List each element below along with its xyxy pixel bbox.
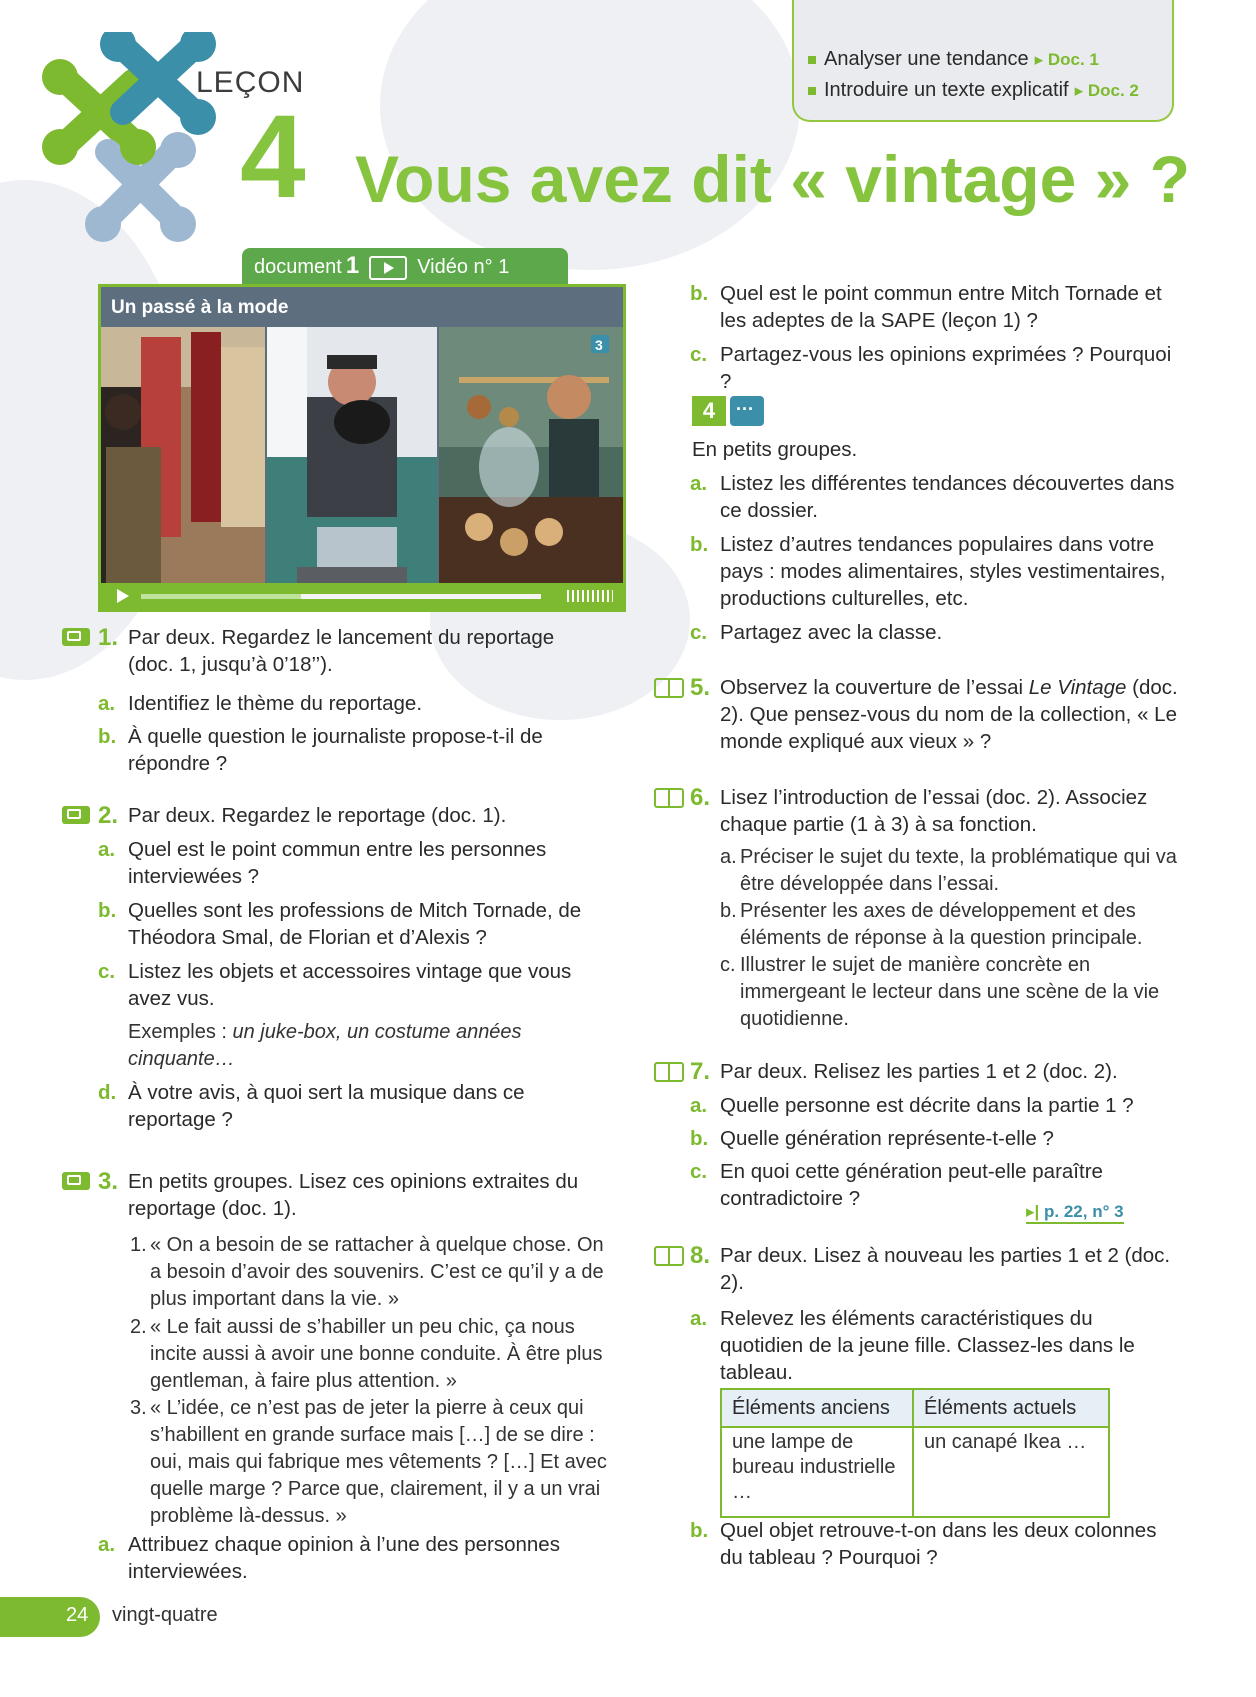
question-8-item: a. Relevez les éléments caractéristiques du quotidien de la jeune fille. Classez-les dans le tableau. [690,1307,1135,1384]
video-controls [101,583,623,609]
video-icon [369,256,407,280]
page-number: 24 [66,1604,89,1626]
book-icon [654,1062,684,1082]
page-number-words: vingt-quatre [112,1604,218,1626]
question-3-item: b. Quel est le point commun entre Mitch Tornade et les adeptes de la SAPE (leçon 1) ? [690,282,1162,332]
video-icon [62,628,90,646]
quote: 1. « On a besoin de se rattacher à quelque chose. On a besoin d’avoir des souvenirs. C’est ce qu’il y a de plus important dans la vie. » [130,1234,604,1310]
quote: 2. « Le fait aussi de s’habiller un peu chic, ça nous incite aussi à avoir une bonne conduite. À être plus gentleman, à faire plus attention. » [130,1316,603,1392]
classification-table [720,1388,1110,1518]
question-7-item: b. Quelle génération représente-t-elle ? [690,1127,1054,1150]
question-4-intro: En petits groupes. [692,438,858,461]
video-icon [62,1172,90,1190]
question-3-item: c. Partagez-vous les opinions exprimées ? Pourquoi ? [690,343,1172,393]
question-7-item: c. En quoi cette génération peut-elle paraître contradictoire ? [690,1160,1103,1210]
question-3: 3. En petits groupes. Lisez ces opinions extraites du reportage (doc. 1). [128,1168,608,1222]
bullet-icon [808,87,816,95]
table-cell: un canapé Ikea … [913,1427,1109,1517]
bullet-icon [808,56,816,64]
lesson-number: 4 [240,91,306,223]
question-4-item: b. Listez d’autres tendances populaires dans votre pays : modes alimentaires, styles vestimentaires, productions culturelles, etc. [690,533,1166,610]
lesson-label: LEÇON [196,66,305,99]
question-2-item: c. Listez les objets et accessoires vintage que vous avez vus. [98,960,572,1010]
background-shape [380,0,800,270]
question-3-item: a. Attribuez chaque opinion à l’une des personnes interviewées. [98,1533,560,1583]
question-2-item: a. Quel est le point commun entre les personnes interviewées ? [98,838,547,888]
question-1-item: a. Identifiez le thème du reportage. [98,692,423,715]
video-icon [62,806,90,824]
video-player[interactable] [98,284,626,612]
question-2-item: b. Quelles sont les professions de Mitch Tornade, de Théodora Smal, de Florian et d’Alexis ? [98,899,582,949]
question-7-item: a. Quelle personne est décrite dans la partie 1 ? [690,1094,1134,1117]
objective-item: Introduire un texte explicatif ▸ Doc. 2 [808,75,1172,106]
question-4-item: a. Listez les différentes tendances découvertes dans ce dossier. [690,472,1175,522]
question-1: 1. Par deux. Regardez le lancement du reportage (doc. 1, jusqu’à 0’18’’). [128,624,598,678]
question-8: 8. Par deux. Lisez à nouveau les parties 1 et 2 (doc. 2). [720,1242,1180,1296]
question-7: 7. Par deux. Relisez les parties 1 et 2 (doc. 2). [720,1058,1180,1085]
video-frame-2 [267,327,437,589]
table-header: Éléments actuels [913,1389,1109,1427]
table-cell: une lampe de bureau industrielle … [721,1427,913,1517]
book-icon [654,678,684,698]
svg-text:3: 3 [595,337,603,353]
speech-bubble-icon [730,396,764,426]
question-6: 6. Lisez l’introduction de l’essai (doc. 2). Associez chaque partie (1 à 3) à sa fonction. [720,784,1180,838]
question-4-badge: 4 [692,396,726,426]
book-icon [654,788,684,808]
function-item: a. Préciser le sujet du texte, la problématique qui va être développée dans l’essai. [720,846,1177,895]
progress-bar [141,594,301,599]
lesson-logo-icon [38,32,218,244]
objectives-box [792,0,1174,122]
table-header: Éléments anciens [721,1389,913,1427]
page-title: Vous avez dit « vintage » ? [355,142,1191,216]
video-frame-3 [439,327,623,589]
question-2: 2. Par deux. Regardez le reportage (doc. 1). [128,802,598,829]
question-5: 5. Observez la couverture de l’essai Le Vintage (doc. 2). Que pensez-vous du nom de la collection, « Le monde expliqué aux vieux » ? [720,674,1180,755]
question-8-item: b. Quel objet retrouve-t-on dans les deux colonnes du tableau ? Pourquoi ? [690,1519,1157,1569]
question-4-item: c. Partagez avec la classe. [690,621,943,644]
question-2-item: d. À votre avis, à quoi sert la musique dans ce reportage ? [98,1081,525,1131]
question-1-item: b. À quelle question le journaliste propose-t-il de répondre ? [98,725,543,775]
function-item: b. Présenter les axes de développement et des éléments de réponse à la question principale. [720,900,1143,949]
objective-item: Analyser une tendance ▸ Doc. 1 [808,44,1172,75]
video-frame-1 [101,327,265,589]
video-title: Un passé à la mode [111,297,289,318]
quote: 3. « L’idée, ce n’est pas de jeter la pierre à ceux qui s’habillent en grande surface mais […] de se dire : oui, mais qui fabrique mes vêtements ? […] Et avec quelle marge ? Parce que, clairement, il y a un vrai problème là-dessus. » [130,1397,607,1527]
play-icon[interactable] [117,589,129,603]
book-icon [654,1246,684,1266]
function-item: c. Illustrer le sujet de manière concrète en immergeant le lecteur dans une scène de la vie quotidienne. [720,954,1160,1030]
page-reference-link[interactable]: ▸| p. 22, n° 3 [1026,1202,1124,1224]
volume-icon[interactable] [567,590,613,602]
document-tab: document 1 Vidéo n° 1 [242,248,568,284]
examples: Exemples : un juke-box, un costume années cinquante… [128,1021,522,1070]
